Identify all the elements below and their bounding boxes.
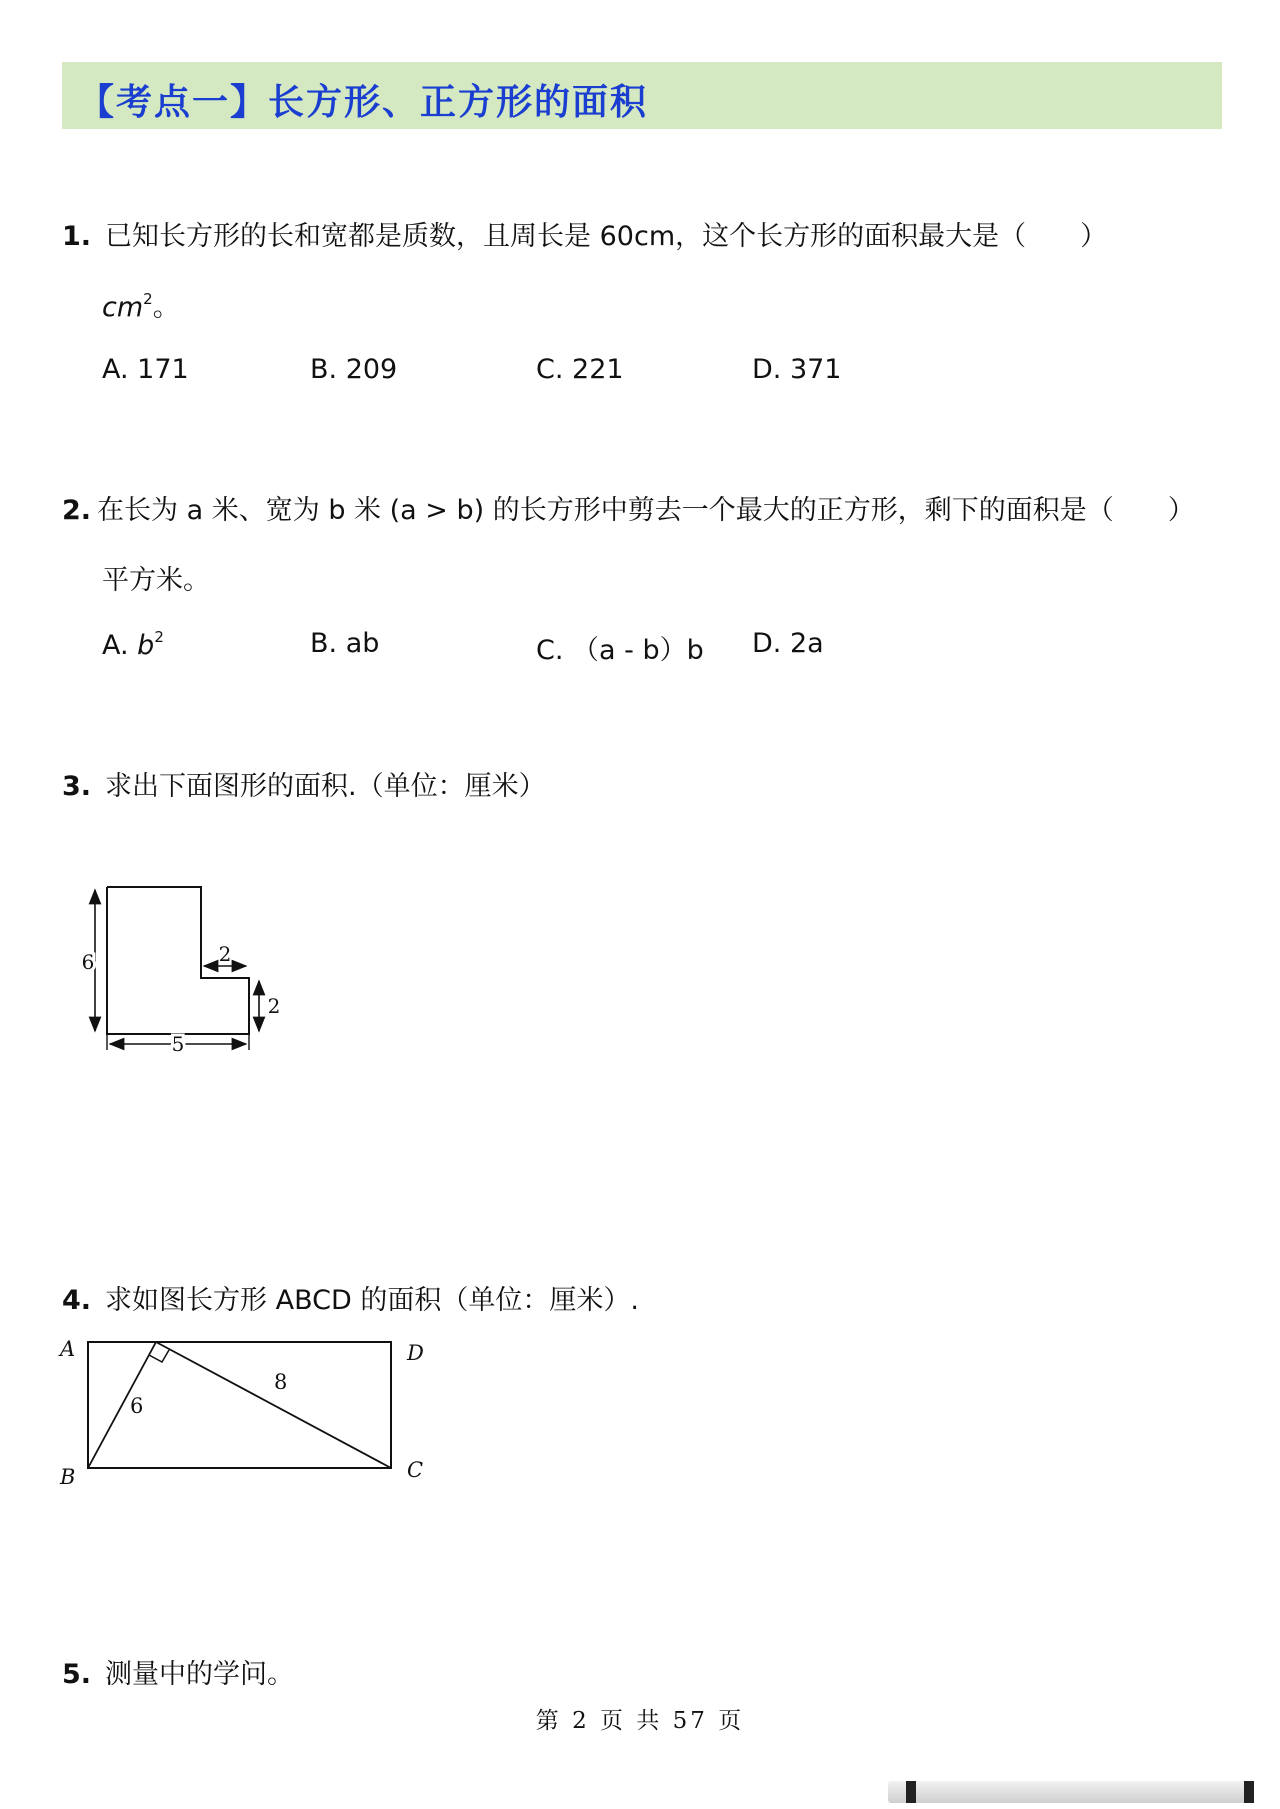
vertex-b-label: B: [60, 1465, 76, 1489]
question-3: [62, 764, 546, 803]
question-text: 在长为 a 米、宽为 b 米 (a > b) 的长方形中剪去一个最大的正方形，剩下的面积是（ ）: [97, 495, 1195, 526]
option-d[interactable]: D. 371: [752, 354, 842, 385]
vertex-c-label: C: [407, 1458, 424, 1482]
option-c[interactable]: C. 221: [536, 354, 624, 385]
question-number: 1.: [62, 221, 92, 252]
option-label: A.: [102, 630, 138, 661]
segment-top-to-c: [156, 1342, 391, 1468]
vertex-d-label: D: [407, 1341, 424, 1365]
question-2: [62, 488, 1195, 527]
segment-b-to-top: [88, 1342, 156, 1468]
question-text: 已知长方形的长和宽都是质数，且周长是 60cm，这个长方形的面积最大是（ ）: [105, 221, 1108, 252]
question-5: [62, 1652, 294, 1691]
question-4: [62, 1278, 639, 1317]
section-banner: [62, 62, 1222, 129]
option-a[interactable]: [102, 628, 164, 661]
l-shape-figure: [80, 870, 300, 1070]
question-number: 3.: [62, 771, 92, 802]
period-text: 。: [152, 292, 180, 323]
option-d[interactable]: D. 2a: [752, 628, 824, 659]
question-1-continuation: [102, 285, 180, 324]
notch-width-label: 2: [218, 942, 232, 966]
question-text: 求出下面图形的面积.（单位：厘米）: [105, 771, 546, 802]
question-number: 5.: [62, 1659, 92, 1690]
question-text: 求如图长方形 ABCD 的面积（单位：厘米）.: [105, 1285, 639, 1316]
option-b[interactable]: B. ab: [310, 628, 380, 659]
rectangle-abcd-figure: [55, 1332, 445, 1492]
option-c[interactable]: C. （a - b）b: [536, 635, 704, 666]
option-variable: b: [137, 630, 155, 661]
question-1: [62, 214, 1107, 253]
width-label: 5: [171, 1032, 185, 1056]
question-text: 测量中的学问。: [105, 1659, 295, 1690]
question-number: 2.: [62, 495, 92, 526]
vertex-a-label: A: [60, 1337, 76, 1361]
right-angle-mark: [149, 1350, 169, 1362]
notch-height-label: 2: [267, 994, 281, 1018]
question-2-continuation: 平方米。: [102, 565, 210, 596]
option-b[interactable]: B. 209: [310, 354, 398, 385]
page-footer: 第 2 页 共 57 页: [535, 1708, 745, 1734]
height-label: 6: [81, 950, 95, 974]
scrollbar-right-cap: [1244, 1781, 1254, 1803]
section-title: 【考点一】长方形、正方形的面积: [78, 82, 649, 123]
side-8-label: 8: [274, 1370, 288, 1394]
unit-exponent: 2: [143, 290, 153, 308]
unit-text: cm: [102, 292, 144, 323]
option-exponent: 2: [154, 628, 164, 646]
scrollbar-left-cap: [906, 1781, 916, 1803]
horizontal-scrollbar[interactable]: [888, 1781, 1254, 1803]
option-a[interactable]: A. 171: [102, 354, 189, 385]
question-number: 4.: [62, 1285, 92, 1316]
side-6-label: 6: [130, 1394, 144, 1418]
